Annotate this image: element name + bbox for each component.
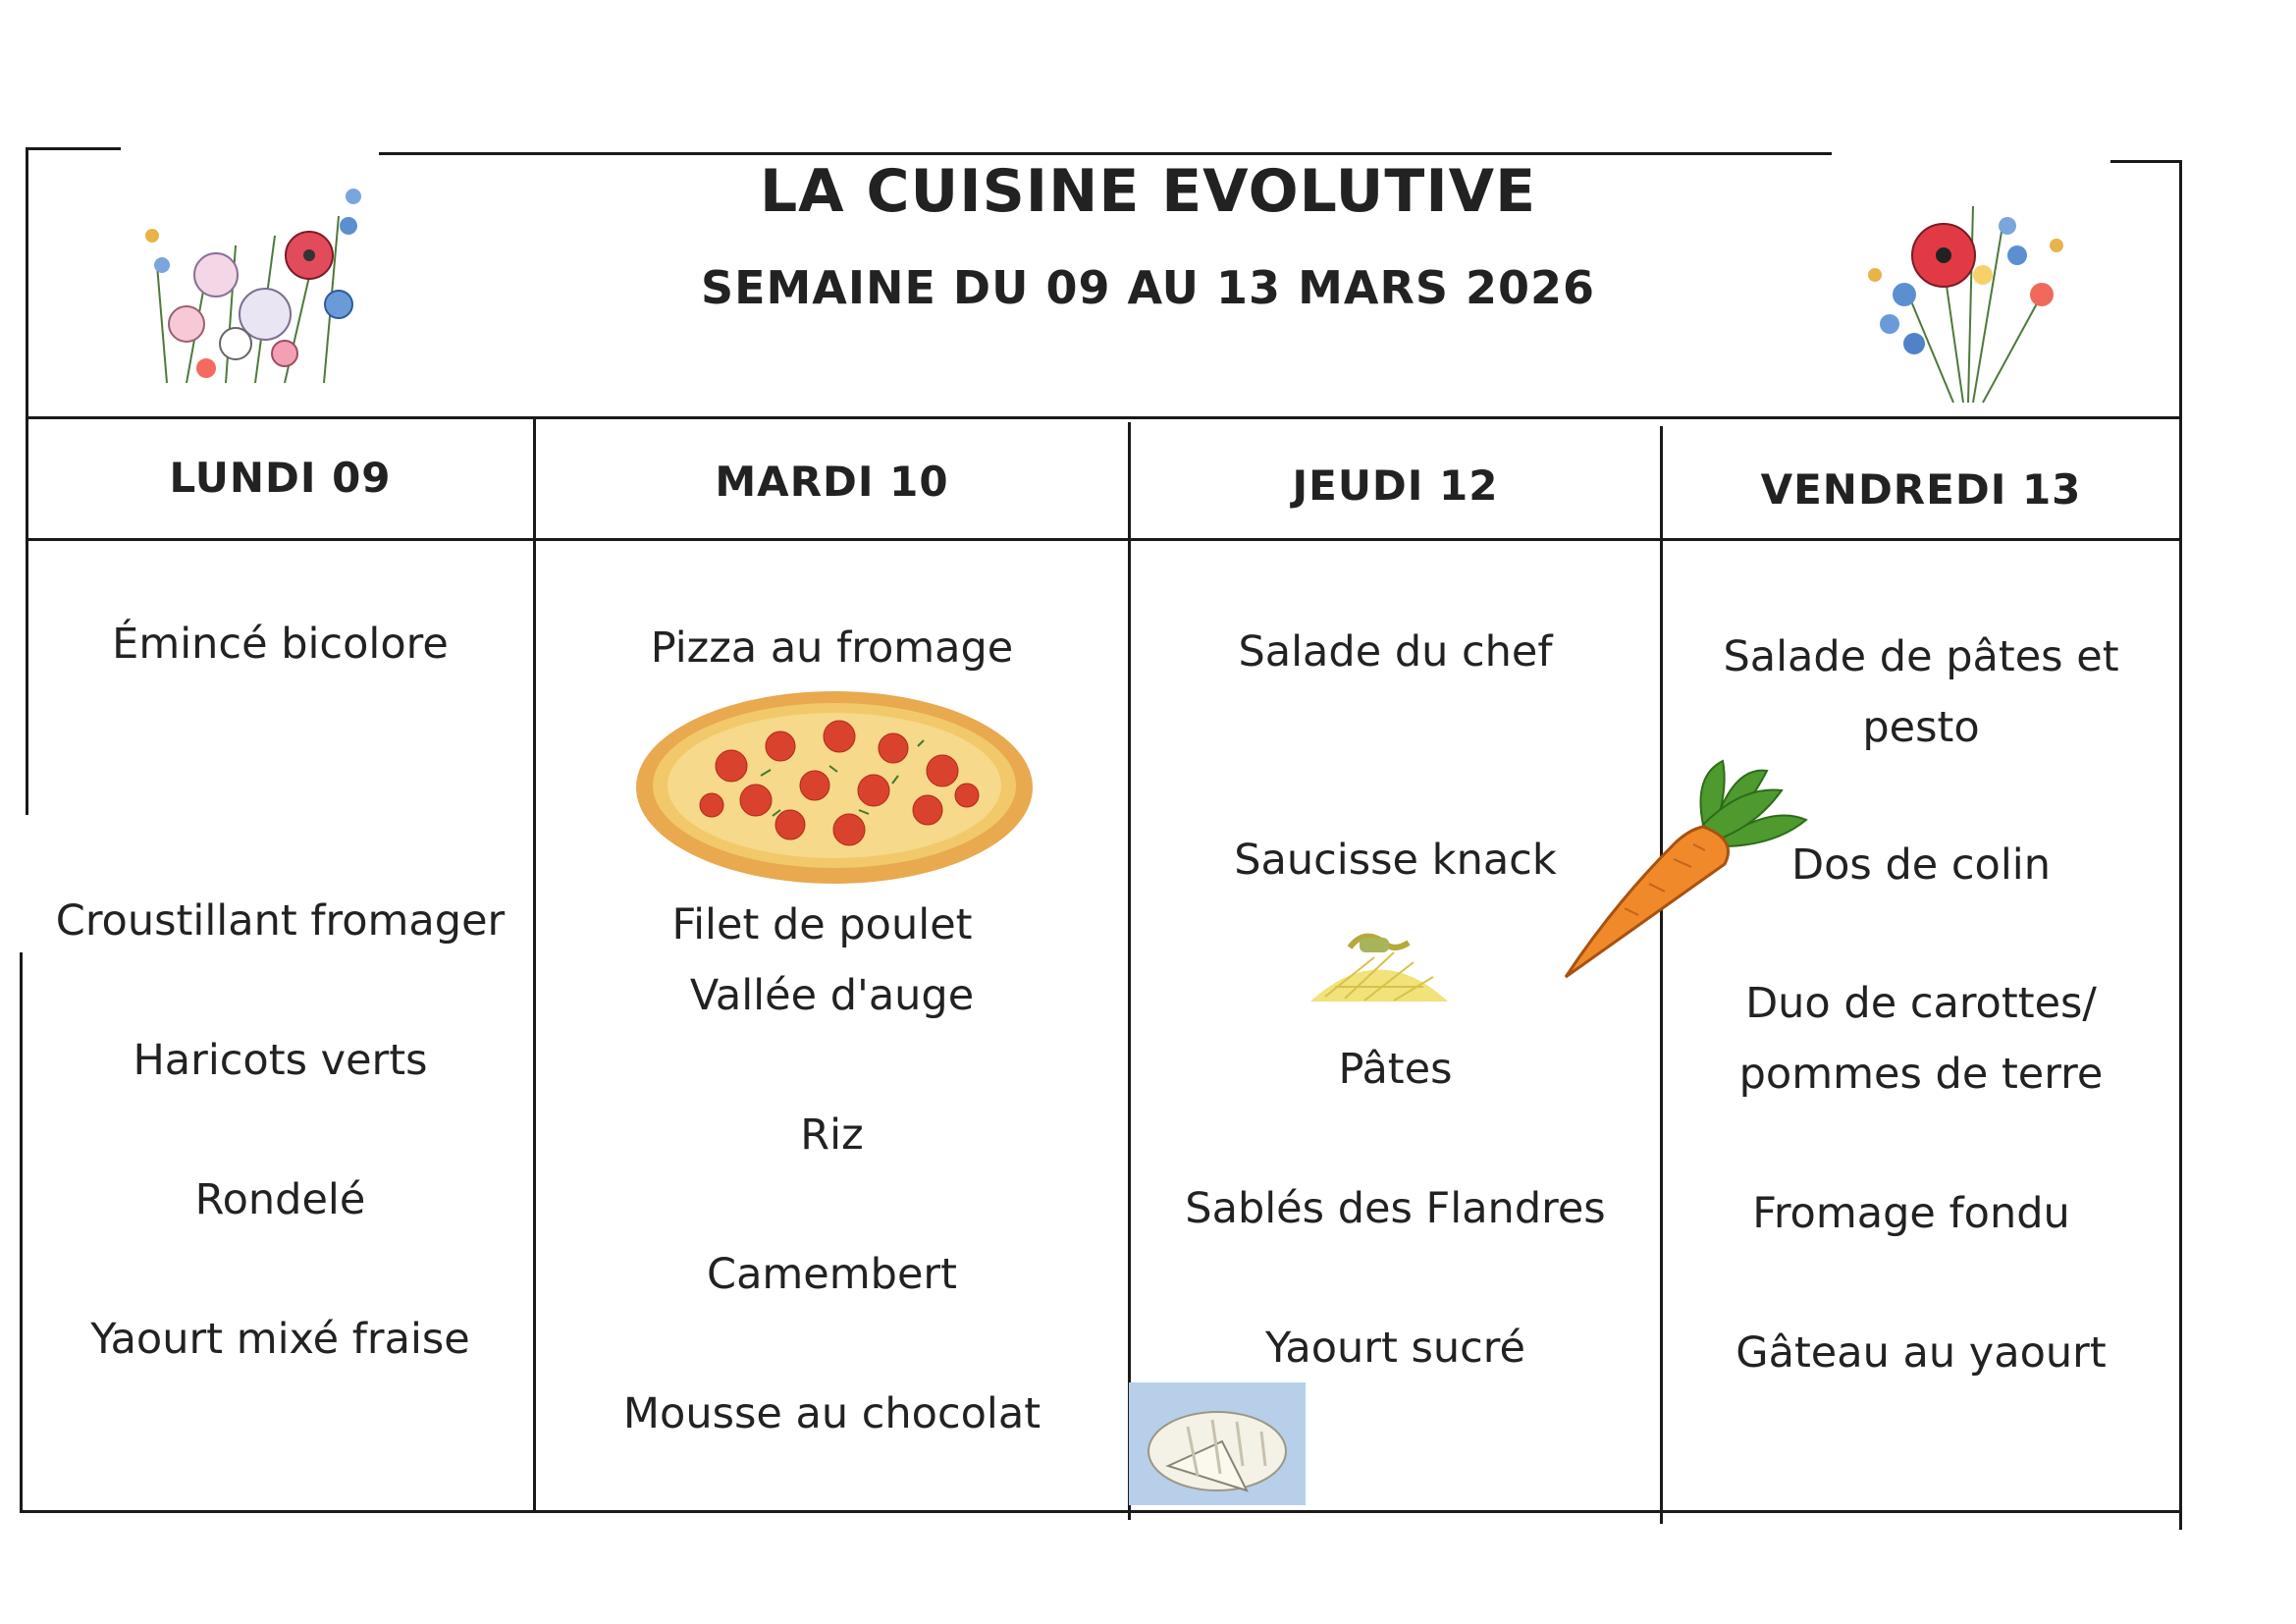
pizza-icon (633, 687, 1036, 889)
menu-item: Mousse au chocolat (622, 1389, 1041, 1438)
day-header-jeudi: JEUDI 12 (1292, 461, 1499, 510)
menu-item: Camembert (707, 1250, 957, 1299)
menu-item: Fromage fondu (1752, 1189, 2070, 1238)
menu-item: Filet de poulet (671, 900, 973, 949)
menu-item: Yaourt mixé fraise (90, 1315, 470, 1364)
day-header-mardi: MARDI 10 (715, 458, 949, 506)
cheese-icon (1129, 1382, 1306, 1505)
frame-right (2179, 160, 2182, 1530)
menu-item: Vallée d'auge (689, 971, 975, 1020)
page-title: LA CUISINE EVOLUTIVE (759, 157, 1537, 226)
flowers-left-icon (128, 157, 373, 393)
menu-item: Duo de carottes/ (1745, 979, 2097, 1028)
menu-column-lundi (27, 545, 533, 1624)
menu-item: Haricots verts (133, 1036, 428, 1085)
menu-column-vendredi (1663, 545, 2179, 1624)
menu-item: Pâtes (1338, 1045, 1453, 1094)
menu-item: Salade de pâtes et (1723, 632, 2119, 681)
frame-left-lower (20, 952, 23, 1512)
menu-item: Rondelé (194, 1175, 366, 1224)
menu-item: Sablés des Flandres (1185, 1184, 1606, 1233)
flowers-right-icon (1845, 167, 2091, 412)
week-subtitle: SEMAINE DU 09 AU 13 MARS 2026 (700, 261, 1596, 314)
day-header-vendredi: VENDREDI 13 (1760, 465, 2082, 514)
menu-item: Pizza au fromage (650, 623, 1014, 673)
menu-item: Émincé bicolore (112, 620, 449, 669)
menu-item: pommes de terre (1738, 1050, 2104, 1099)
menu-item: Salade du chef (1238, 627, 1553, 677)
menu-item: pesto (1862, 703, 1980, 752)
day-header-lundi: LUNDI 09 (169, 454, 392, 502)
frame-top-middle (379, 152, 1832, 155)
menu-item: Riz (800, 1110, 864, 1160)
day-row-divider (26, 538, 2181, 541)
pasta-icon (1306, 918, 1453, 1011)
menu-item: Croustillant fromager (55, 896, 506, 946)
menu-item: Gâteau au yaourt (1735, 1328, 2107, 1378)
menu-item: Saucisse knack (1234, 836, 1557, 885)
frame-top-left (27, 147, 121, 150)
header-divider (26, 416, 2181, 419)
menu-item: Yaourt sucré (1265, 1324, 1525, 1373)
menu-item: Dos de colin (1790, 840, 2051, 890)
